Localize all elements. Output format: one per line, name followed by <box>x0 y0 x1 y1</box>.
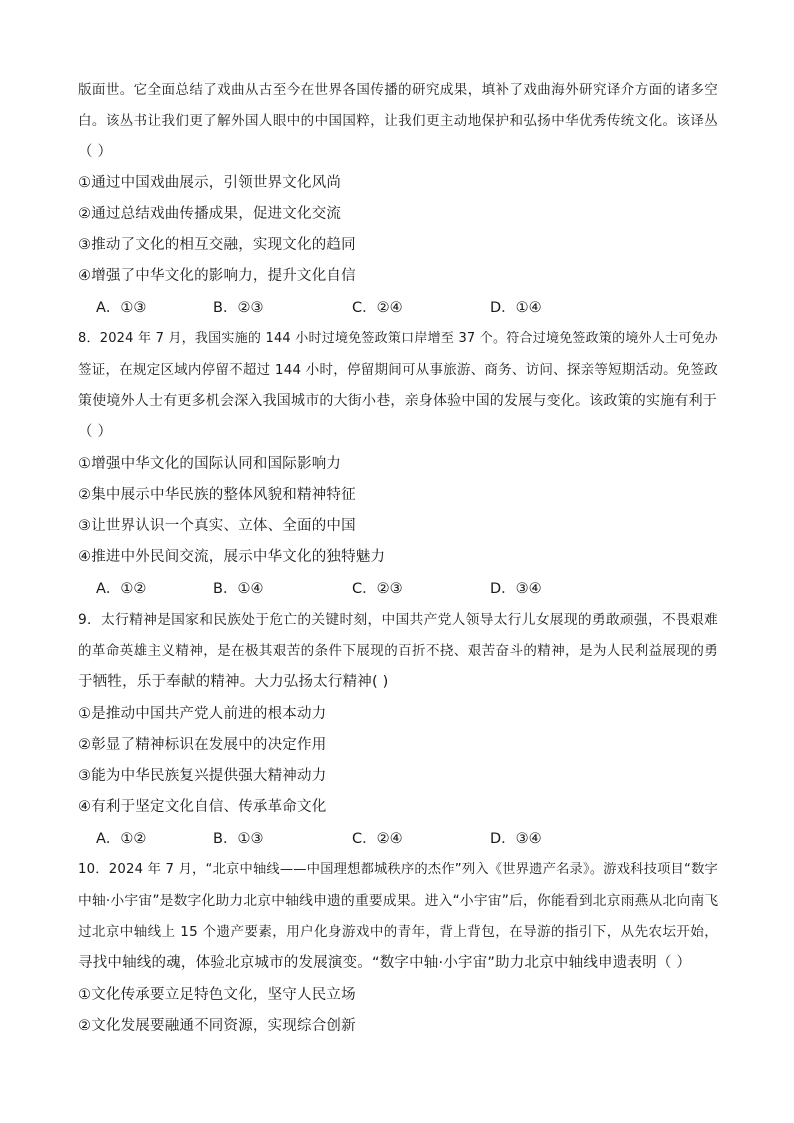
q9-statement-1: ①是推动中国共产党人前进的根本动力 <box>78 706 327 722</box>
q8-stem-line-2: 签证，在规定区域内停留不超过 144 小时，停留期间可从事旅游、商务、访问、探亲等短期活动。免签政 <box>78 362 718 378</box>
q8-option-c: C．②③ <box>352 581 403 597</box>
q7-option-b: B．②③ <box>213 300 264 316</box>
q10-statement-2: ②文化发展要融通不同资源，实现综合创新 <box>78 1018 356 1034</box>
q9-option-c: C．②④ <box>352 831 403 847</box>
q8-option-b: B．①④ <box>213 581 264 597</box>
q8-stem-line-3: 策使境外人士有更多机会深入我国城市的大街小巷，亲身体验中国的发展与变化。该政策的实施有利于 <box>78 393 717 409</box>
q9-option-b: B．①③ <box>213 831 264 847</box>
q10-stem-line-3: 过北京中轴线上 15 个遗产要素，用户化身游戏中的青年，背上背包，在导游的指引下，从先农坛开始， <box>78 924 718 940</box>
q8-statement-1: ①增强中华文化的国际认同和国际影响力 <box>78 456 342 472</box>
q8-statement-3: ③让世界认识一个真实、立体、全面的中国 <box>78 518 356 534</box>
q8-option-d: D．③④ <box>490 581 542 597</box>
q7-option-c: C．②④ <box>352 300 403 316</box>
q8-option-a: A．①② <box>96 581 147 597</box>
q9-stem-line-1: 9．太行精神是国家和民族处于危亡的关键时刻，中国共产党人领导太行儿女展现的勇敢顽强，不畏艰难 <box>78 612 718 628</box>
q7-option-d: D．①④ <box>490 300 542 316</box>
q8-answer-bracket: （ ） <box>78 424 113 440</box>
q7-answer-bracket: （ ） <box>78 144 113 160</box>
q7-statement-4: ④增强了中华文化的影响力，提升文化自信 <box>78 268 356 284</box>
q7-statement-2: ②通过总结戏曲传播成果，促进文化交流 <box>78 206 342 222</box>
q7-statement-1: ①通过中国戏曲展示，引领世界文化风尚 <box>78 175 342 191</box>
q10-statement-1: ①文化传承要立足特色文化，坚守人民立场 <box>78 987 356 1003</box>
q10-stem-line-2: 中轴·小宇宙”是数字化助力北京中轴线申遗的重要成果。进入“小宇宙”后，你能看到北京雨燕从北向南飞 <box>78 893 719 909</box>
q9-stem-line-3: 于牺牲，乐于奉献的精神。大力弘扬太行精神( ) <box>78 674 389 690</box>
q7-stem-line-1: 版面世。它全面总结了戏曲从古至今在世界各国传播的研究成果，填补了戏曲海外研究译介方面的诸多空 <box>78 82 718 98</box>
q8-stem-line-1: 8．2024 年 7 月，我国实施的 144 小时过境免签政策口岸增至 37 个。符合过境免签政策的境外人士可免办 <box>78 331 718 346</box>
q8-statement-4: ④推进中外民间交流，展示中华文化的独特魅力 <box>78 549 386 565</box>
q7-option-a: A．①③ <box>96 300 147 316</box>
q7-statement-3: ③推动了文化的相互交融，实现文化的趋同 <box>78 237 356 253</box>
q9-statement-2: ②彰显了精神标识在发展中的决定作用 <box>78 737 327 753</box>
q10-stem-line-4: 寻找中轴线的魂，体验北京城市的发展演变。“数字中轴·小宇宙”助力北京中轴线申遗表明（ ） <box>78 955 692 971</box>
q9-option-a: A．①② <box>96 831 147 847</box>
q9-statement-3: ③能为中华民族复兴提供强大精神动力 <box>78 768 327 784</box>
q7-stem-line-2: 白。该丛书让我们更了解外国人眼中的中国国粹，让我们更主动地保护和弘扬中华优秀传统文化。该译丛 <box>78 113 718 129</box>
q10-stem-line-1: 10．2024 年 7 月，“北京中轴线——中国理想都城秩序的杰作”列入《世界遗产名录》。游戏科技项目“数字 <box>78 862 718 877</box>
q9-statement-4: ④有利于坚定文化自信、传承革命文化 <box>78 799 327 815</box>
q8-statement-2: ②集中展示中华民族的整体风貌和精神特征 <box>78 487 356 503</box>
q9-option-d: D．③④ <box>490 831 542 847</box>
q9-stem-line-2: 的革命英雄主义精神，是在极其艰苦的条件下展现的百折不挠、艰苦奋斗的精神，是为人民利益展现的勇 <box>78 643 718 659</box>
